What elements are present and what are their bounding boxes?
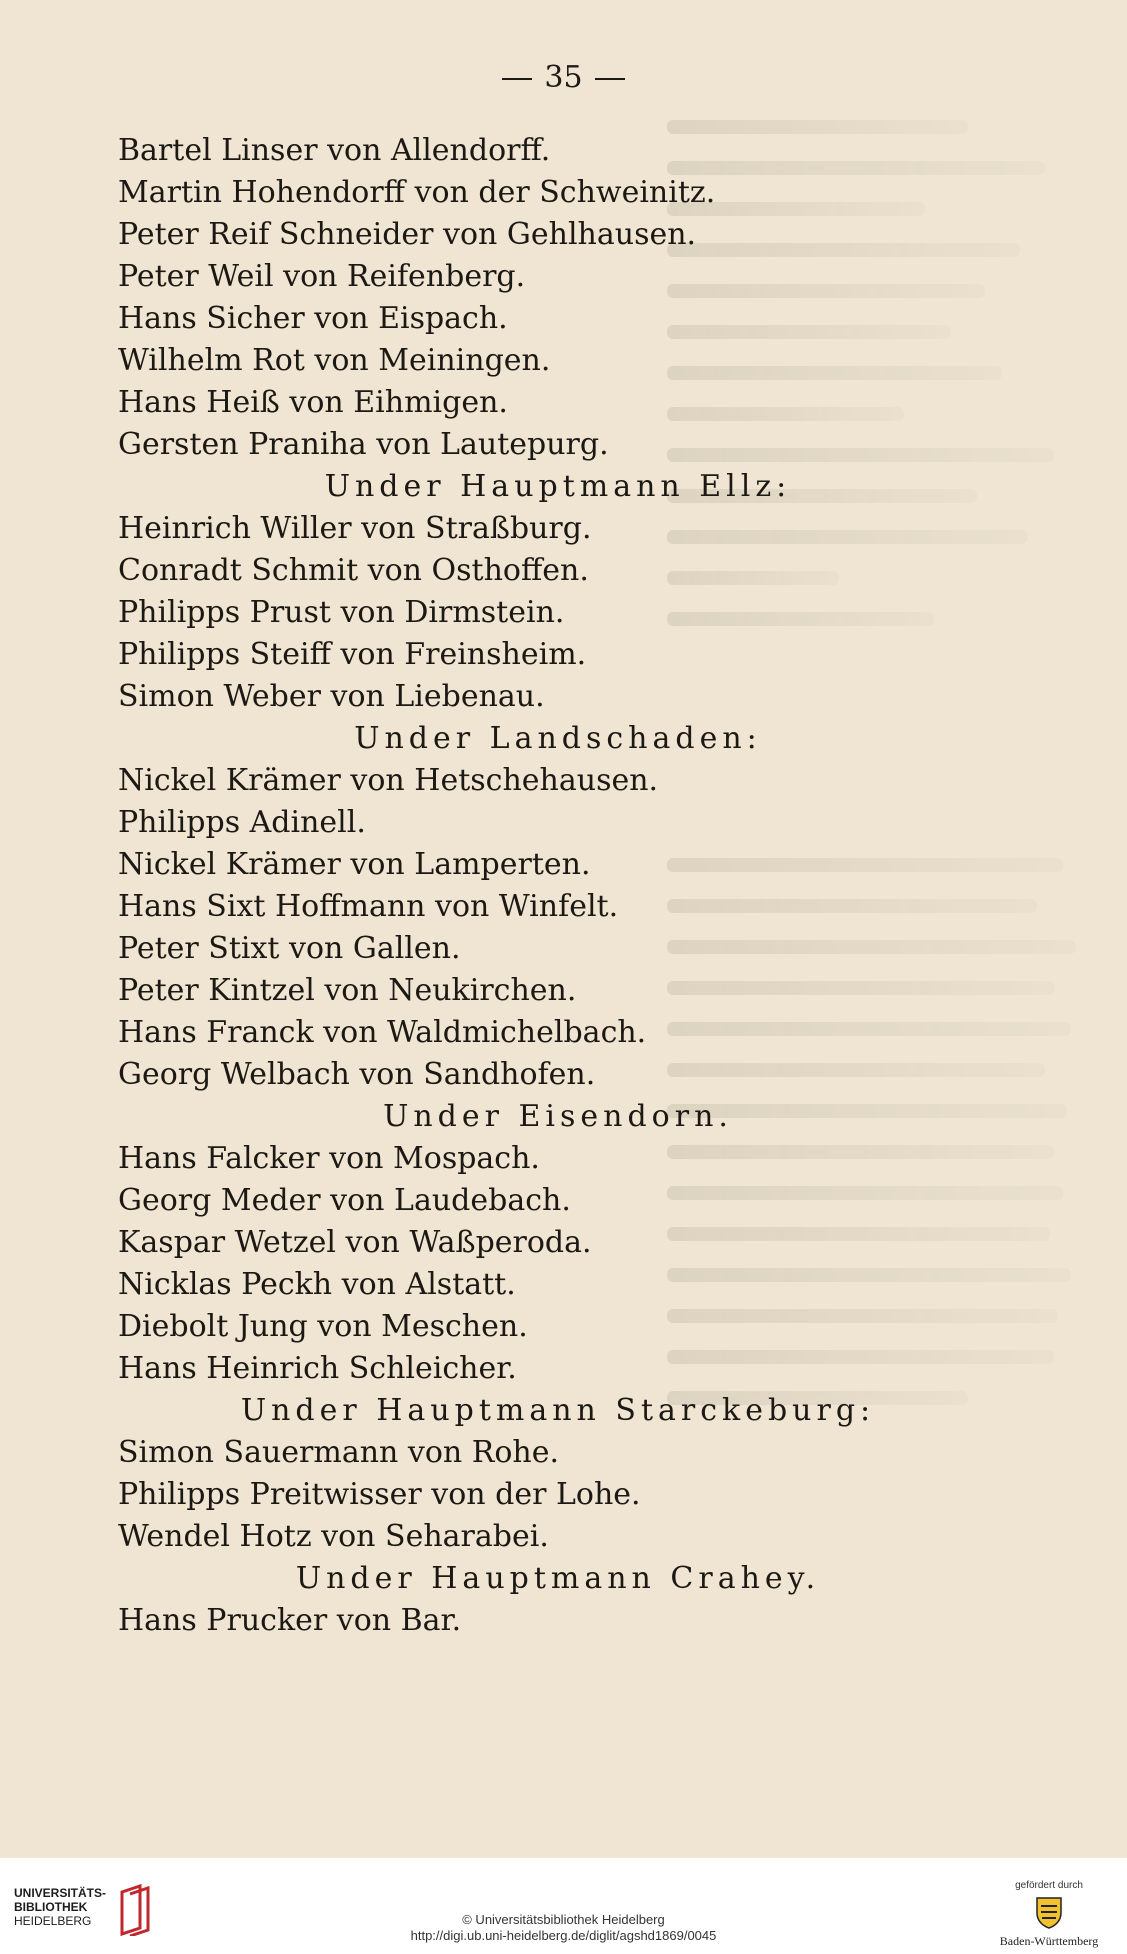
name-entry: Peter Stixt von Gallen. (118, 931, 461, 966)
name-entry: Philipps Prust von Dirmstein. (118, 595, 565, 630)
name-entry: Philipps Adinell. (118, 805, 366, 840)
name-entry: Hans Sixt Hoffmann von Winfelt. (118, 889, 619, 924)
section-heading: Under Hauptmann Starckeburg: (240, 1393, 876, 1428)
library-name-line2: BIBLIOTHEK (14, 1900, 88, 1914)
source-url[interactable]: http://digi.ub.uni-heidelberg.de/diglit/agshd1869/0045 (410, 1928, 717, 1943)
name-entry: Heinrich Willer von Straßburg. (118, 511, 592, 546)
page-number: 35 (0, 60, 1127, 95)
name-entry: Martin Hohendorff von der Schweinitz. (118, 175, 716, 210)
library-name-line3: HEIDELBERG (14, 1914, 92, 1928)
name-entry: Hans Falcker von Mospach. (118, 1141, 540, 1176)
name-entry: Nicklas Peckh von Alstatt. (118, 1267, 516, 1302)
name-entry: Bartel Linser von Allendorff. (118, 133, 551, 168)
name-list (118, 130, 998, 1642)
name-entry: Peter Kintzel von Neukirchen. (118, 973, 577, 1008)
name-entry: Hans Heiß von Eihmigen. (118, 385, 508, 420)
section-heading: Under Hauptmann Crahey. (295, 1561, 821, 1596)
name-entry: Hans Heinrich Schleicher. (118, 1351, 517, 1386)
section-heading: Under Eisendorn. (383, 1099, 733, 1134)
name-entry: Nickel Krämer von Hetschehausen. (118, 763, 659, 798)
section-heading: Under Hauptmann Ellz: (324, 469, 792, 504)
name-entry: Philipps Steiff von Freinsheim. (118, 637, 587, 672)
name-entry: Hans Prucker von Bar. (118, 1603, 462, 1638)
footer (0, 1858, 1127, 1954)
name-entry: Georg Welbach von Sandhofen. (118, 1057, 596, 1092)
name-entry: Wilhelm Rot von Meiningen. (118, 343, 551, 378)
name-entry: Georg Meder von Laudebach. (118, 1183, 571, 1218)
name-entry: Diebolt Jung von Meschen. (118, 1309, 528, 1344)
section-heading: Under Landschaden: (354, 721, 762, 756)
name-entry: Wendel Hotz von Seharabei. (118, 1519, 549, 1554)
funded-by-label: gefördert durch (1015, 1880, 1083, 1891)
name-entry: Hans Sicher von Eispach. (118, 301, 508, 336)
funder-name: Baden-Württemberg (999, 1934, 1099, 1948)
coat-of-arms-icon (1034, 1895, 1064, 1929)
name-entry: Simon Sauermann von Rohe. (118, 1435, 560, 1470)
name-entry: Hans Franck von Waldmichelbach. (118, 1015, 647, 1050)
library-name-line1: UNIVERSITÄTS- (14, 1886, 107, 1900)
funding-block (989, 1880, 1109, 1949)
name-entry: Peter Weil von Reifenberg. (118, 259, 526, 294)
name-entry: Conradt Schmit von Osthoffen. (118, 553, 589, 588)
name-entry: Simon Weber von Liebenau. (118, 679, 545, 714)
name-entry: Peter Reif Schneider von Gehlhausen. (118, 217, 697, 252)
name-entry: Kaspar Wetzel von Waßperoda. (118, 1225, 592, 1260)
copyright-text: © Universitätsbibliothek Heidelberg (462, 1912, 665, 1927)
name-entry: Nickel Krämer von Lamperten. (118, 847, 591, 882)
name-entry: Gersten Praniha von Lautepurg. (118, 427, 609, 462)
name-entry: Philipps Preitwisser von der Lohe. (118, 1477, 641, 1512)
